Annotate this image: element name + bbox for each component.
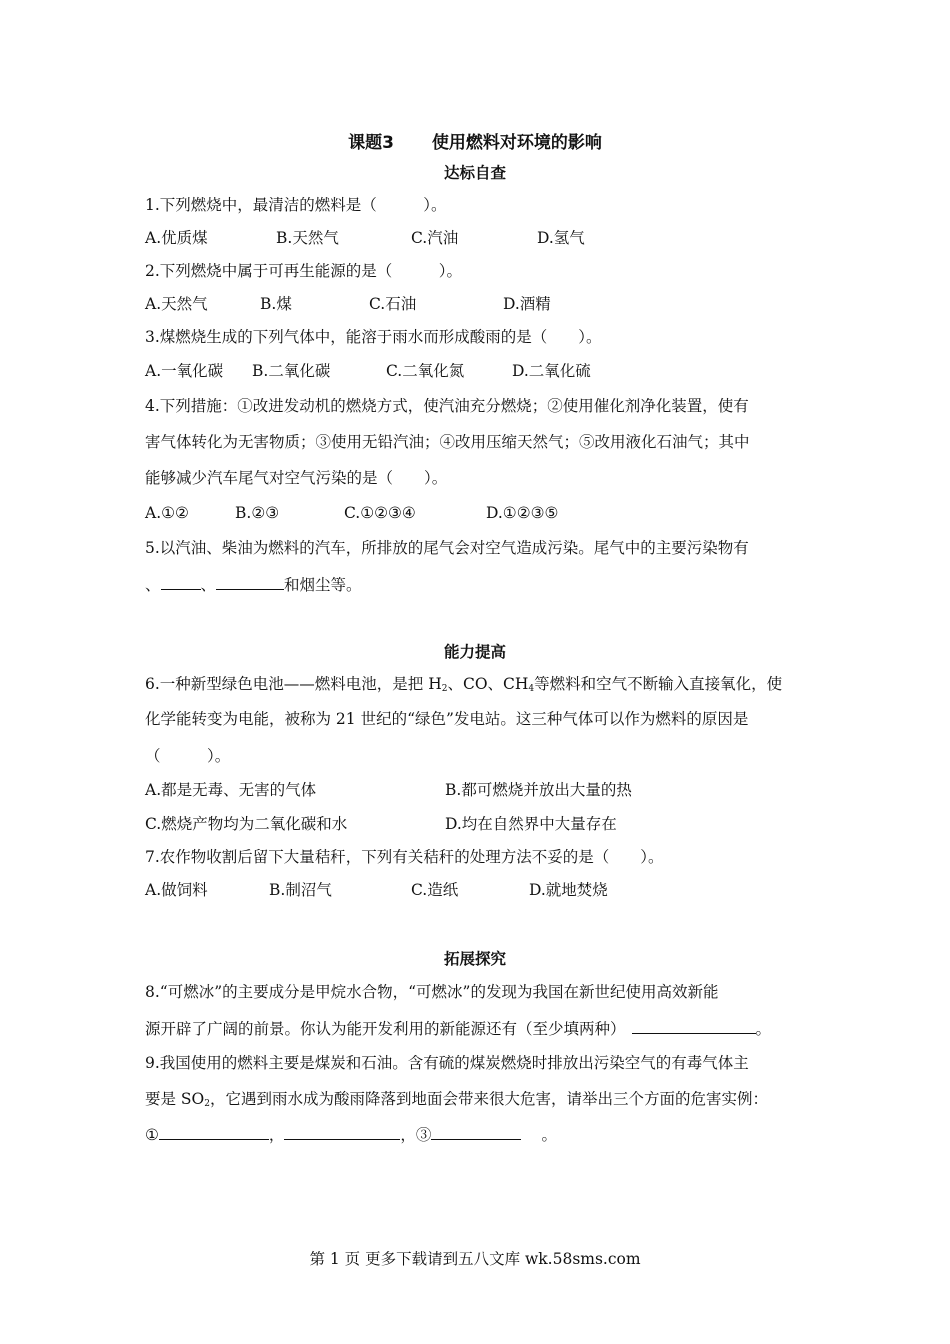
question-3-stem: 3.煤燃烧生成的下列气体中，能溶于雨水而形成酸雨的是（ ）。 — [145, 328, 602, 346]
question-6-line-2: 化学能转变为电能，被称为 21 世纪的“绿色”发电站。这三种气体可以作为燃料的原因是 — [145, 710, 749, 728]
option: C.汽油 — [411, 229, 459, 247]
section-heading-self-check: 达标自查 — [443, 164, 506, 182]
question-2-stem: 2.下列燃烧中属于可再生能源的是（ ）。 — [145, 262, 463, 280]
question-9-line-2: 要是 $SO_2$，它遇到雨水成为酸雨降落到地面会带来很大危害，请举出三个方面的危害实例： — [145, 1090, 769, 1109]
option: B.②③ — [235, 504, 280, 522]
option: B.制沼气 — [269, 881, 332, 899]
question-5-line-1: 5.以汽油、柴油为燃料的汽车，所排放的尾气会对空气造成污染。尾气中的主要污染物有 — [145, 539, 749, 557]
option: D.均在自然界中大量存在 — [445, 815, 617, 833]
answer-blank[interactable] — [431, 1124, 521, 1140]
option: A.一氧化碳 — [145, 362, 224, 380]
question-5-line-2: 、 、 和烟尘等。 — [145, 576, 362, 594]
section-heading-extension: 拓展探究 — [443, 950, 506, 968]
option: D.二氧化硫 — [512, 362, 591, 380]
question-9-line-1: 9.我国使用的燃料主要是煤炭和石油。含有硫的煤炭燃烧时排放出污染空气的有毒气体主 — [145, 1054, 749, 1072]
question-9-line-3: ① ， ，③ 。 — [145, 1126, 557, 1144]
option: D.酒精 — [503, 295, 551, 313]
title-text: 使用燃料对环境的影响 — [431, 133, 602, 153]
option: D.就地焚烧 — [529, 881, 608, 899]
question-4-line-1: 4.下列措施：①改进发动机的燃烧方式，使汽油充分燃烧；②使用催化剂净化装置，使有 — [145, 397, 749, 415]
answer-blank[interactable] — [216, 574, 284, 590]
option: A.做饲料 — [145, 881, 208, 899]
title-number: 课题3 — [348, 133, 394, 153]
question-8-line-2: 源开辟了广阔的前景。你认为能开发利用的新能源还有（至少填两种） 。 — [145, 1020, 772, 1038]
option: C.造纸 — [411, 881, 459, 899]
question-1-stem: 1.下列燃烧中，最清洁的燃料是（ ）。 — [145, 196, 447, 214]
option: C.石油 — [369, 295, 417, 313]
option: A.①② — [145, 504, 189, 522]
option: C.燃烧产物均为二氧化碳和水 — [145, 815, 348, 833]
question-4-line-2: 害气体转化为无害物质；③使用无铅汽油；④改用压缩天然气；⑤改用液化石油气；其中 — [145, 433, 750, 451]
option: A.天然气 — [145, 295, 208, 313]
option: D.氢气 — [537, 229, 585, 247]
option: C.二氧化氮 — [386, 362, 465, 380]
question-6-line-3: （ ）。 — [145, 747, 231, 765]
page-footer: 第 1 页 更多下载请到五八文库 wk.58sms.com — [309, 1250, 641, 1268]
option: B.二氧化碳 — [252, 362, 331, 380]
option: C.①②③④ — [344, 504, 416, 522]
answer-blank[interactable] — [284, 1124, 400, 1140]
option: B.都可燃烧并放出大量的热 — [445, 781, 632, 799]
option: D.①②③⑤ — [486, 504, 559, 522]
question-8-line-1: 8.“可燃冰”的主要成分是甲烷水合物，“可燃冰”的发现为我国在新世纪使用高效新能 — [145, 983, 719, 1001]
option: B.煤 — [260, 295, 292, 313]
question-7-stem: 7.农作物收割后留下大量秸秆，下列有关秸秆的处理方法不妥的是（ ）。 — [145, 848, 664, 866]
option: A.都是无毒、无害的气体 — [145, 781, 317, 799]
section-heading-improvement: 能力提高 — [443, 643, 506, 661]
question-4-line-3: 能够减少汽车尾气对空气污染的是（ ）。 — [145, 469, 448, 487]
option: A.优质煤 — [145, 229, 208, 247]
answer-blank[interactable] — [632, 1018, 756, 1034]
page-title — [0, 128, 950, 153]
answer-blank[interactable] — [161, 574, 201, 590]
question-6-line-1: 6.一种新型绿色电池——燃料电池，是把 $H_2$、CO、$CH_4$等燃料和空气不断输入直接氧化，使 — [145, 675, 783, 694]
option: B.天然气 — [276, 229, 339, 247]
answer-blank[interactable] — [159, 1124, 269, 1140]
